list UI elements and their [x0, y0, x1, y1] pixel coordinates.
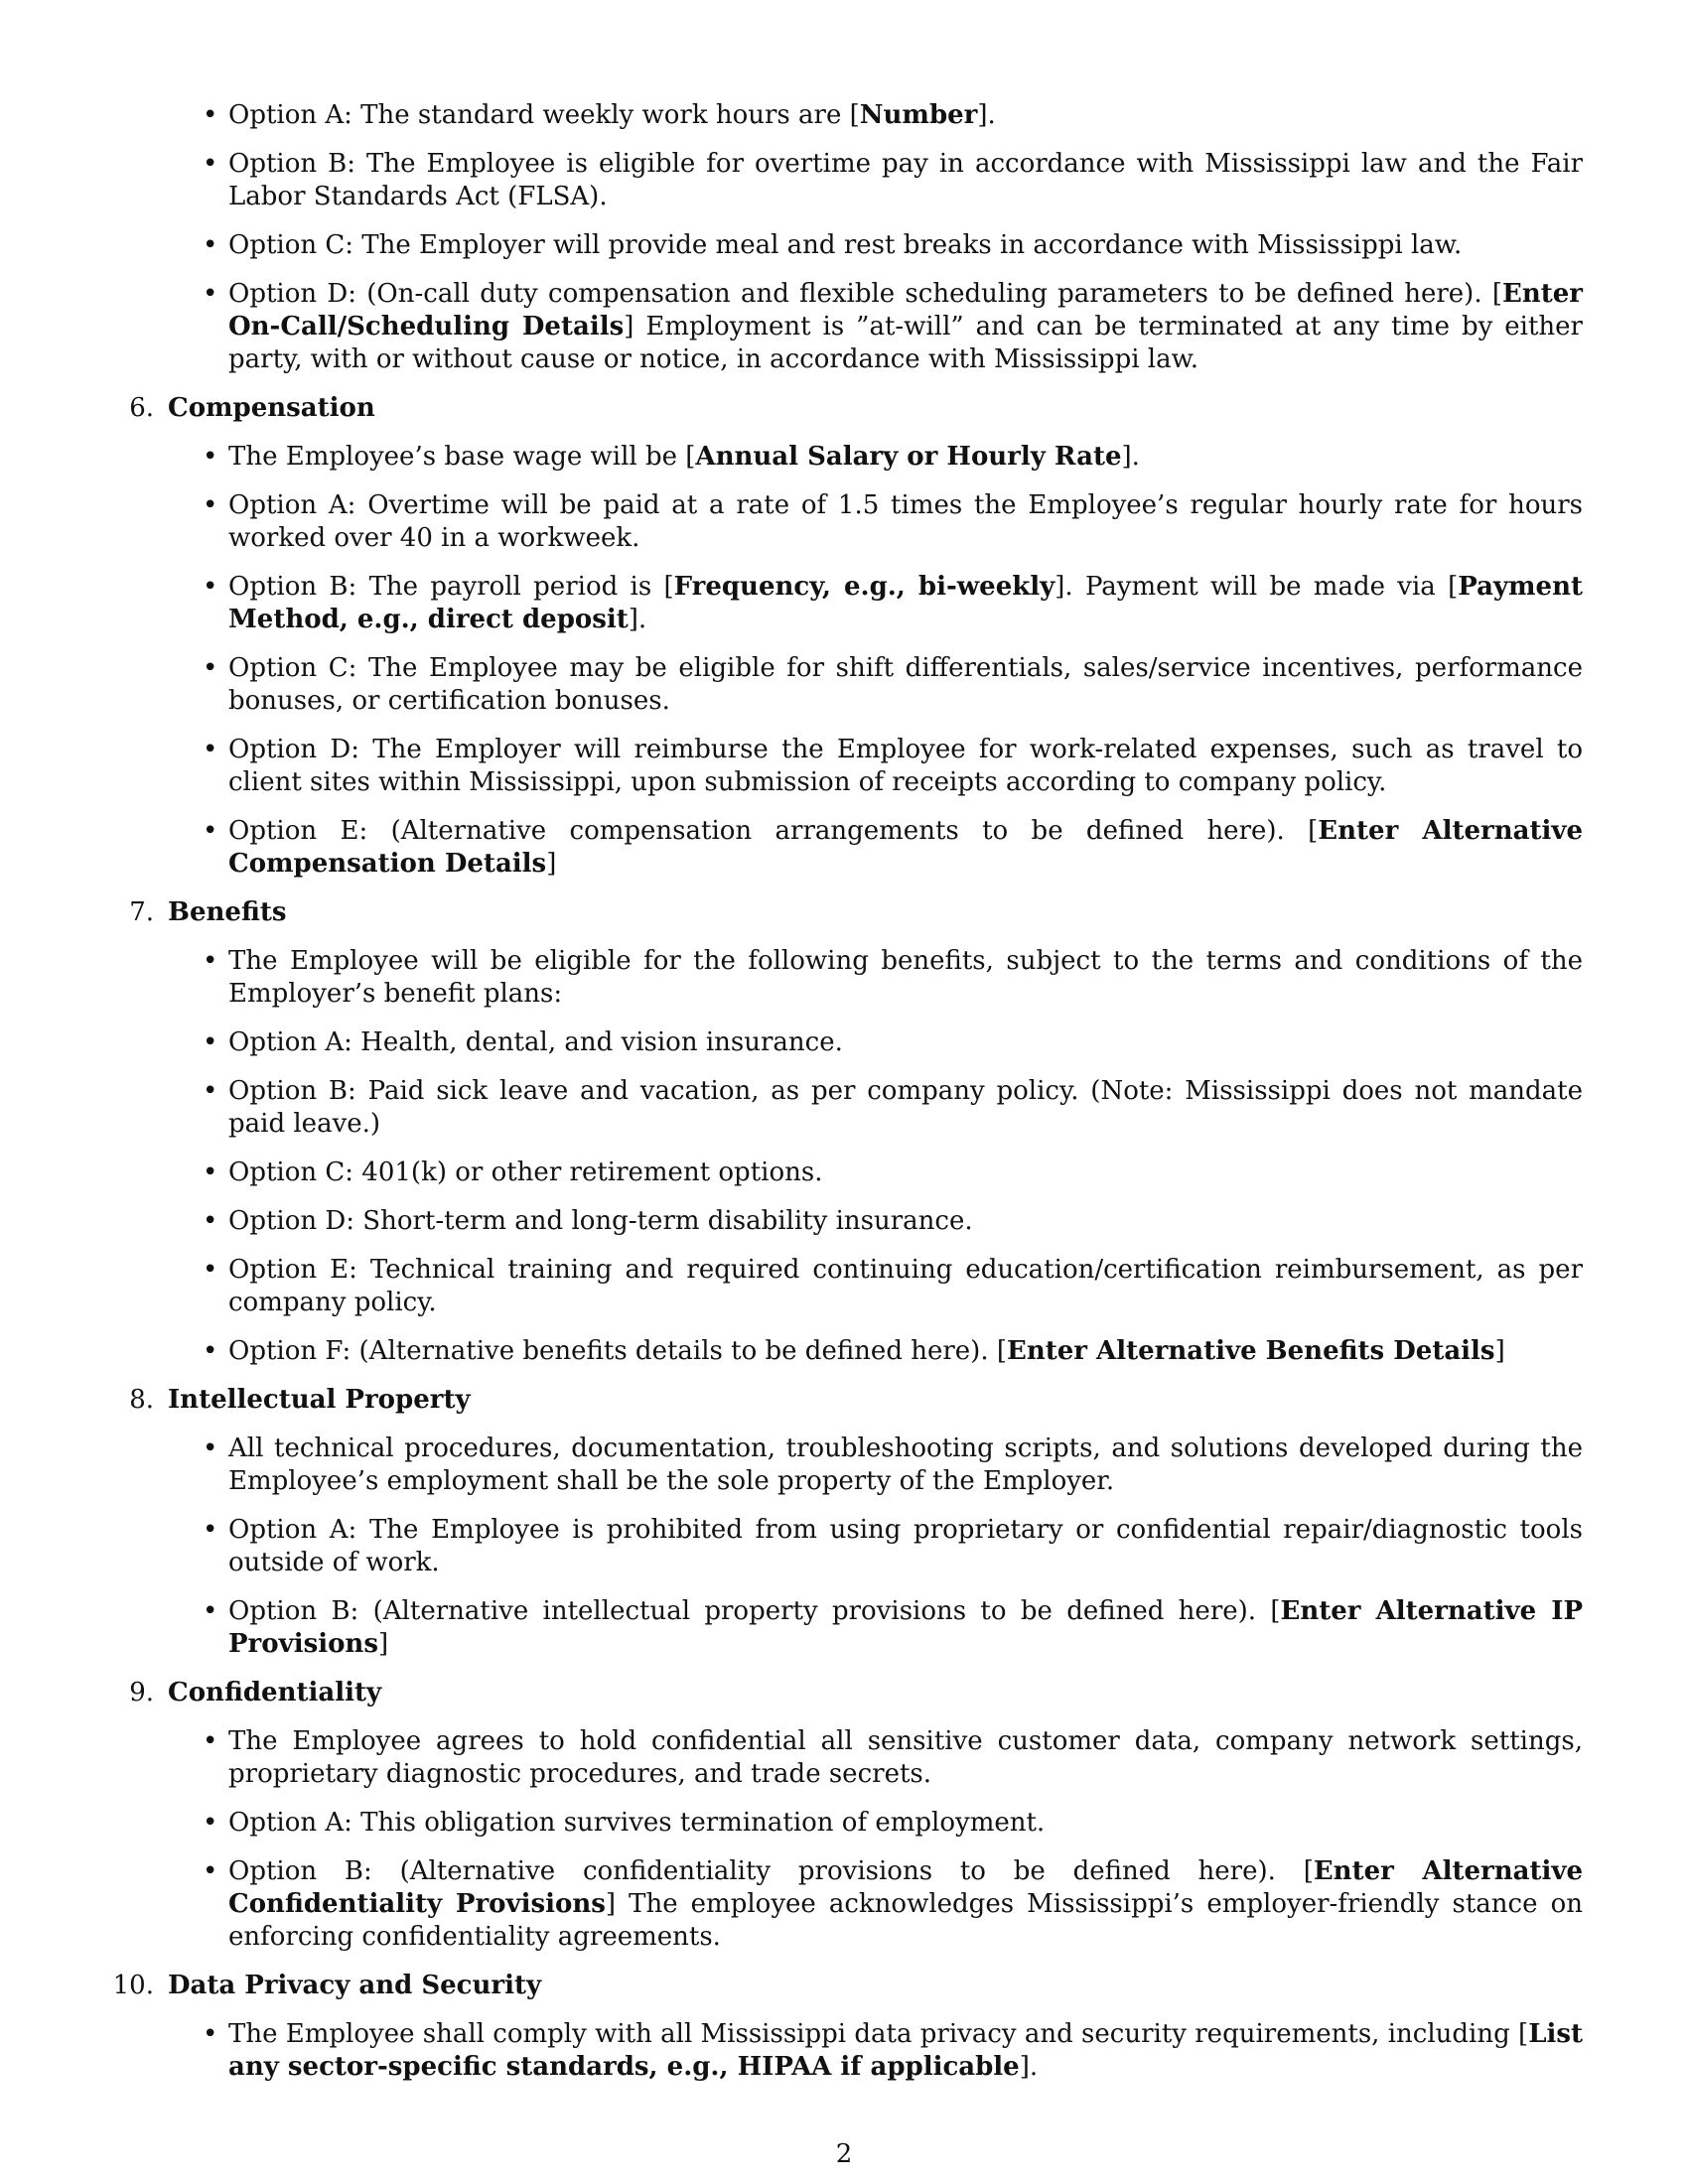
item-text: Option B: The Employee is eligible for overtime pay in accordance with Mississippi law and the Fair Labor Standards Act (FLSA).: [228, 149, 1583, 211]
item-text: Option D: The Employer will reimburse the Employee for work-related expenses, such as travel to client sites within Mississippi, upon submission of receipts according to company policy.: [228, 735, 1583, 797]
page-number: 2: [835, 2139, 853, 2169]
document-body: [0, 99, 1688, 2100]
item-text: The Employee agrees to hold confidential all sensitive customer data, company network settings, proprietary diagnostic procedures, and trade secrets.: [228, 1726, 1583, 1789]
item-text: Option A: The standard weekly work hours are [: [228, 100, 860, 130]
item-text: Option C: The Employee may be eligible for shift differentials, sales/service incentives, performance bonuses, or certification bonuses.: [228, 653, 1583, 716]
item-text: ]: [546, 849, 557, 879]
bullet-list: [0, 2018, 1688, 2084]
placeholder-text: Annual Salary or Hourly Rate: [695, 442, 1122, 472]
item-text: Option B: (Alternative confidentiality provisions to be defined here). [: [228, 1856, 1314, 1886]
section-number: 8.: [129, 1385, 154, 1415]
item-text: ].: [1019, 2052, 1039, 2082]
placeholder-text: Enter On-Call/Scheduling Details: [228, 279, 1583, 341]
list-item: [228, 734, 1583, 799]
list-item: [228, 1157, 1583, 1189]
item-text: The Employee will be eligible for the following benefits, subject to the terms and conditions of the Employer’s benefit plans:: [228, 946, 1583, 1009]
item-text: Option F: (Alternative benefits details to be defined here). [: [228, 1336, 1007, 1366]
item-text: ]: [377, 1629, 389, 1659]
list-item: [228, 1075, 1583, 1141]
list-item: [228, 148, 1583, 213]
list-item: [228, 489, 1583, 555]
list-item: [228, 1026, 1583, 1059]
list-item: [228, 441, 1583, 474]
item-text: All technical procedures, documentation, troubleshooting scripts, and solutions developed during the Employee’s employment shall be the sole property of the Employer.: [228, 1433, 1583, 1496]
placeholder-text: Number: [859, 100, 978, 130]
section-title: Confidentiality: [168, 1678, 382, 1707]
bullet-list: [0, 1433, 1688, 1661]
section-number: 9.: [129, 1678, 154, 1707]
item-text: Option A: The Employee is prohibited from using proprietary or confidential repair/diagnostic tools outside of work.: [228, 1515, 1583, 1577]
section-number: 6.: [129, 393, 154, 423]
list-item: [228, 1205, 1583, 1238]
list-item: [228, 571, 1583, 636]
item-text: Option C: 401(k) or other retirement options.: [228, 1158, 823, 1187]
item-text: ].: [1121, 442, 1140, 472]
section-title: Compensation: [168, 393, 375, 423]
section: [0, 896, 1688, 1368]
item-text: Option D: (On-call duty compensation and flexible scheduling parameters to be defined here). [: [228, 279, 1503, 309]
item-text: Option B: Paid sick leave and vacation, as per company policy. (Note: Mississippi does not mandate paid leave.): [228, 1076, 1583, 1139]
placeholder-text: Enter Alternative Benefits Details: [1007, 1336, 1495, 1366]
item-text: ]. Payment will be made via [: [1055, 572, 1459, 602]
placeholder-text: Enter Alternative Confidentiality Provisions: [228, 1856, 1583, 1919]
placeholder-text: Payment Method, e.g., direct deposit: [228, 572, 1583, 634]
item-text: Option C: The Employer will provide meal and rest breaks in accordance with Mississippi law.: [228, 230, 1463, 260]
list-item: [228, 1725, 1583, 1791]
bullet-list: [0, 1725, 1688, 1954]
list-item: [228, 2018, 1583, 2084]
item-text: Option A: Overtime will be paid at a rate of 1.5 times the Employee’s regular hourly rate for hours worked over 40 in a workweek.: [228, 490, 1583, 553]
item-text: Option D: Short-term and long-term disability insurance.: [228, 1206, 973, 1236]
list-item: [228, 278, 1583, 376]
section-title: Data Privacy and Security: [168, 1971, 542, 2000]
item-text: Option A: This obligation survives termination of employment.: [228, 1808, 1046, 1838]
list-item: [228, 1514, 1583, 1579]
bullet-list: [0, 945, 1688, 1368]
list-item: [228, 1855, 1583, 1954]
item-text: The Employee’s base wage will be [: [228, 442, 696, 472]
section: [0, 1384, 1688, 1661]
placeholder-text: List any sector-specific standards, e.g., HIPAA if applicable: [228, 2019, 1583, 2082]
list-item: [228, 945, 1583, 1011]
list-item: [228, 1335, 1583, 1368]
item-text: ] The employee acknowledges Mississippi’s employer-friendly stance on enforcing confidentiality agreements.: [228, 1889, 1583, 1952]
item-text: ].: [977, 100, 996, 130]
list-item: [228, 1595, 1583, 1661]
section-title: Intellectual Property: [168, 1385, 471, 1415]
placeholder-text: Enter Alternative Compensation Details: [228, 816, 1583, 879]
section-title: Benefits: [168, 897, 287, 927]
placeholder-text: Enter Alternative IP Provisions: [228, 1596, 1584, 1659]
list-item: [228, 1807, 1583, 1840]
item-text: Option E: Technical training and required continuing education/certification reimbursement, as per company policy.: [228, 1255, 1583, 1317]
item-text: ] Employment is ”at-will” and can be terminated at any time by either party, with or without cause or notice, in accordance with Mississippi law.: [228, 312, 1583, 374]
placeholder-text: Frequency, e.g., bi-weekly: [673, 572, 1055, 602]
section-number: 7.: [129, 897, 154, 927]
list-item: [228, 229, 1583, 262]
item-text: Option E: (Alternative compensation arrangements to be defined here). [: [228, 816, 1319, 846]
item-text: ]: [1494, 1336, 1505, 1366]
item-text: Option A: Health, dental, and vision insurance.: [228, 1027, 843, 1057]
list-item: [228, 1433, 1583, 1498]
list-item: [228, 652, 1583, 718]
item-text: ].: [628, 605, 647, 634]
sections-container: [0, 392, 1688, 2084]
item-text: The Employee shall comply with all Mississippi data privacy and security requirements, including [: [228, 2019, 1529, 2049]
list-item: [228, 99, 1583, 132]
list-item: [228, 1254, 1583, 1319]
continued-items: [0, 99, 1688, 376]
section: [0, 1970, 1688, 2084]
section: [0, 1677, 1688, 1954]
bullet-list: [0, 441, 1688, 881]
list-item: [228, 815, 1583, 881]
item-text: Option B: (Alternative intellectual property provisions to be defined here). [: [228, 1596, 1281, 1626]
section: [0, 392, 1688, 881]
item-text: Option B: The payroll period is [: [228, 572, 674, 602]
continued-bullet-list: [0, 99, 1688, 376]
section-number: 10.: [112, 1971, 154, 2000]
